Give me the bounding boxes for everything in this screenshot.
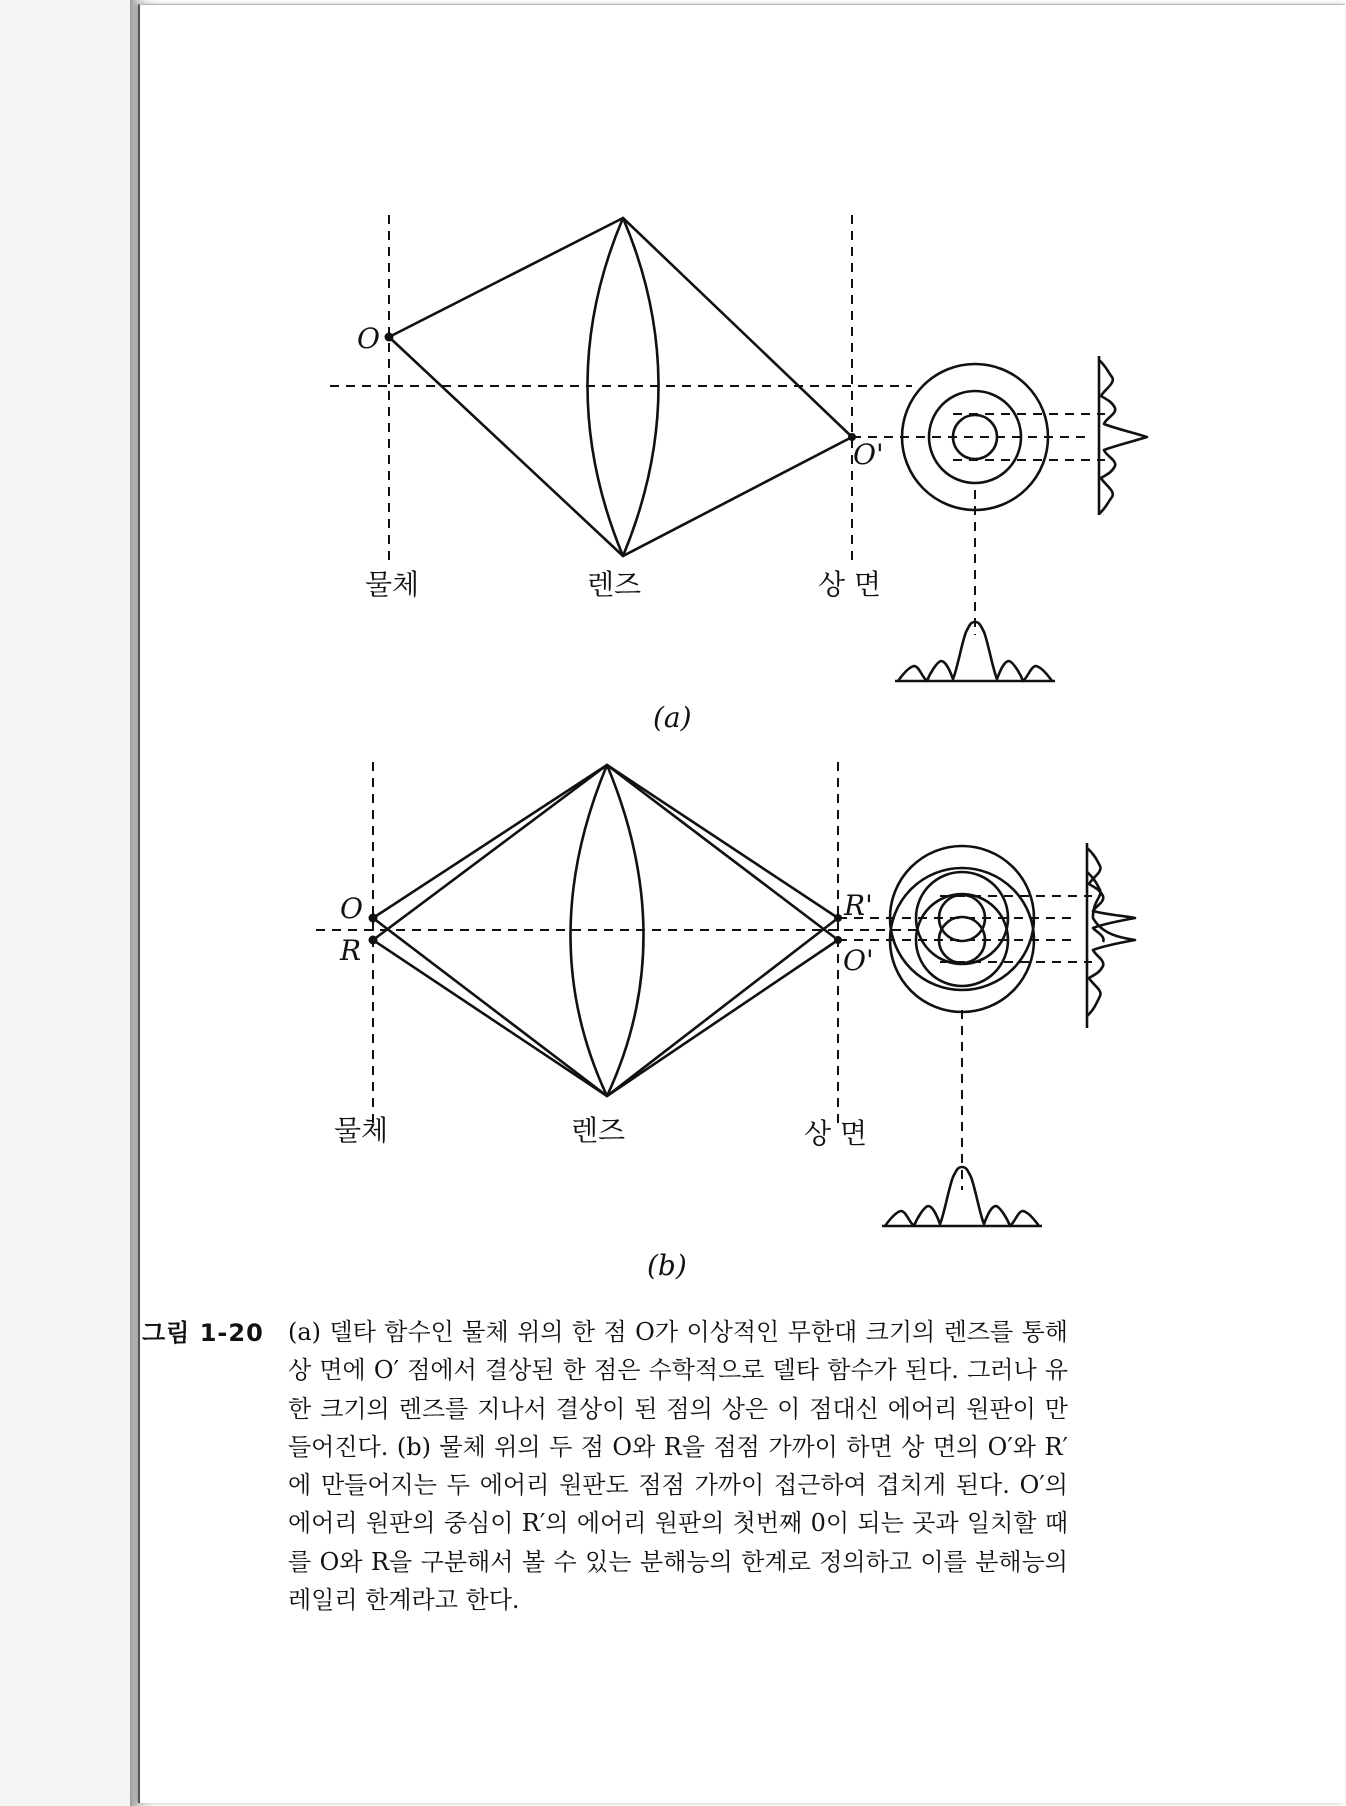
label-image-plane-a: 상 면 — [818, 568, 881, 601]
label-object-b: 물체 — [334, 1114, 389, 1147]
point-O-prime-label: O' — [843, 944, 874, 977]
figure-b — [316, 762, 1135, 1282]
figure-caption-text — [288, 1313, 1068, 1619]
point-R-label: R — [340, 934, 362, 967]
profile-curve-horizontal — [898, 622, 1052, 681]
label-image-plane-b: 상 면 — [804, 1117, 867, 1150]
ray-R-upper — [373, 765, 838, 940]
label-object-a: 물체 — [365, 568, 420, 601]
sublabel-a: (a) — [653, 701, 692, 734]
figure-a — [330, 215, 1147, 734]
point-O-prime-label: O' — [853, 438, 884, 471]
point-O-dot — [385, 333, 394, 342]
sublabel-b: (b) — [647, 1249, 687, 1282]
point-R-dot — [369, 936, 378, 945]
label-lens-a: 렌즈 — [587, 568, 642, 601]
profile-curve-vertical — [1099, 360, 1147, 514]
ray-R-lower — [373, 918, 838, 1096]
point-R-prime-label: R' — [844, 889, 873, 922]
ray-O-upper — [373, 765, 838, 940]
point-O-label: O — [357, 322, 380, 355]
figure-caption-label: 그림 1-20 — [142, 1319, 264, 1347]
point-O-label: O — [340, 892, 363, 925]
point-O-dot — [369, 914, 378, 923]
ray-upper — [389, 218, 852, 437]
caption-paragraph: (a) 델타 함수인 물체 위의 한 점 O가 이상적인 무한대 크기의 렌즈를 통해 상 면에 O′ 점에서 결상된 한 점은 수학적으로 델타 함수가 된다. 그러나 유한 크기의 렌즈를 지나서 결상이 된 점의 상은 이 점대신 에어리 원판이 만들어진다. (b) 물체 위의 두 점 O와 R을 점점 가까이 하면 상 면의 O′와 R′에 만들어지는 두 에어리 원판도 점점 가까이 접근하여 겹치게 된다. O′의 에어리 원판의 중심이 R′의 에어리 원판의 첫번째 0이 되는 곳과 일치할 때를 O와 R을 구분해서 볼 수 있는 분해능의 한계로 정의하고 이를 분해능의 레일리 한계라고 한다. — [288, 1318, 1068, 1615]
profile-curve-vertical-R — [1087, 848, 1135, 942]
label-lens-b: 렌즈 — [571, 1114, 626, 1147]
ray-O-lower — [373, 918, 838, 1096]
profile-curve-vertical-O — [1087, 872, 1135, 1016]
